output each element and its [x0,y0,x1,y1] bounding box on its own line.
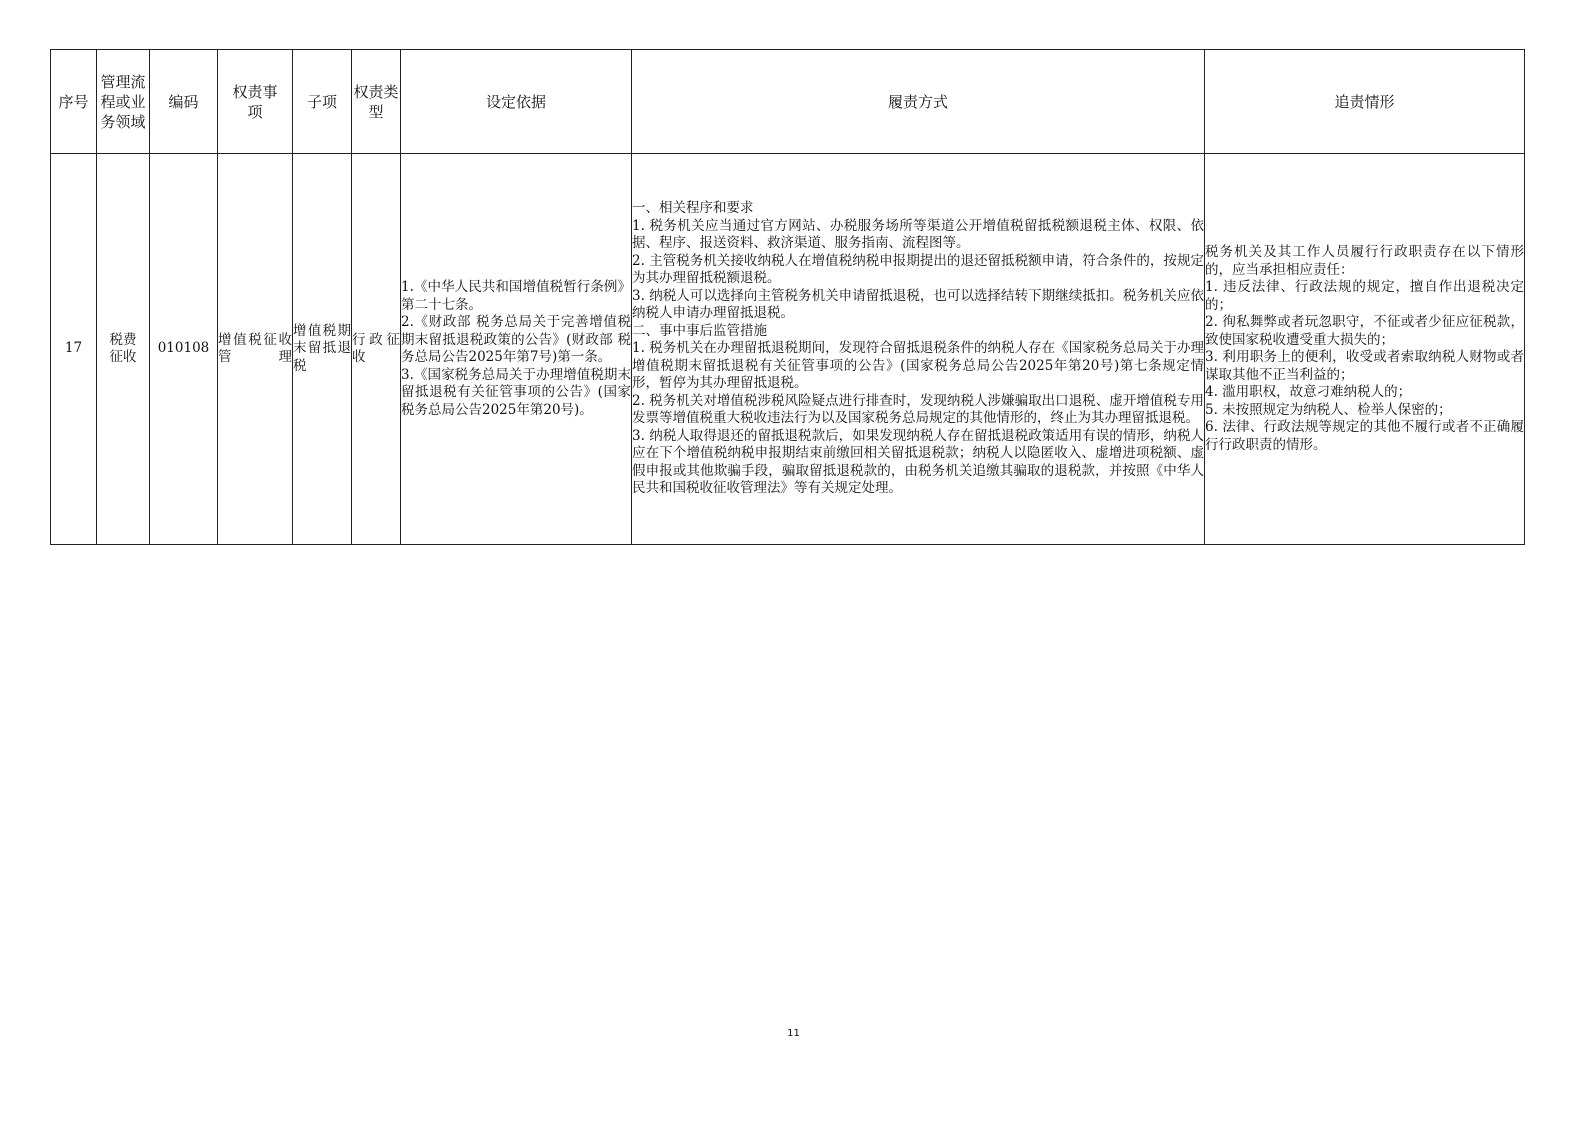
cell-method [632,154,1205,545]
header-subitem: 子项 [293,50,352,154]
liability-line: 4. 滥用职权，故意刁难纳税人的； [1205,384,1412,400]
header-liability: 追责情形 [1205,50,1525,154]
header-basis: 设定依据 [401,50,632,154]
cell-liability [1205,154,1525,545]
header-method: 履责方式 [632,50,1205,154]
liability-intro: 税务机关及其工作人员履行行政职责存在以下情形的，应当承担相应责任： [1205,244,1524,278]
method-line: 2. 税务机关对增值税涉税风险疑点进行排查时，发现纳税人涉嫌骗取出口退税、虚开增值税专用发票等增值税重大税收违法行为以及国家税务总局规定的其他情形的，终止为其办理留抵退税。 [632,392,1204,427]
method-line: 3. 纳税人可以选择向主管税务机关申请留抵退税，也可以选择结转下期继续抵扣。税务机关应依纳税人申请办理留抵退税。 [632,287,1204,322]
cell-domain: 税费征收 [97,154,150,545]
liability-line: 3. 利用职务上的便利，收受或者索取纳税人财物或者谋取其他不正当利益的； [1205,349,1524,383]
page-number: 11 [787,1028,800,1039]
liability-line: 5. 未按照规定为纳税人、检举人保密的； [1205,401,1452,418]
header-code: 编码 [150,50,218,154]
cell-type: 行政征收 [352,154,401,545]
cell-basis [401,154,632,545]
cell-subitem: 增值税期末留抵退税 [293,154,352,545]
header-seq: 序号 [51,50,97,154]
liability-line: 1. 违反法律、行政法规的规定，擅自作出退税决定的； [1205,279,1524,313]
table-row [51,154,1525,545]
liability-line: 2. 徇私舞弊或者玩忽职守，不征或者少征应征税款，致使国家税收遭受重大损失的； [1205,314,1524,348]
method-line: 3. 纳税人取得退还的留抵退税款后，如果发现纳税人存在留抵退税政策适用有误的情形，纳税人应在下个增值税纳税申报期结束前缴回相关留抵退税款；纳税人以隐匿收入、虚增进项税额、虚假申报或其他欺骗手段，骗取留抵退税款的，由税务机关追缴其骗取的退税款，并按照《中华人民共和国税收征收管理法》等有关规定处理。 [632,427,1204,497]
basis-line: 2.《财政部 税务总局关于完善增值税期末留抵退税政策的公告》(财政部 税务总局公告2025年第7号)第一条。 [401,314,631,365]
cell-code: 010108 [150,154,218,545]
method-line: 1. 税务机关应当通过官方网站、办税服务场所等渠道公开增值税留抵税额退税主体、权限、依据、程序、报送资料、救济渠道、服务指南、流程图等。 [632,217,1204,252]
liability-line: 6. 法律、行政法规等规定的其他不履行或者不正确履行行政职责的情形。 [1205,419,1524,453]
method-section-heading: 一、相关程序和要求 [632,200,754,217]
basis-line: 1.《中华人民共和国增值税暂行条例》第二十七条。 [401,279,631,313]
cell-item: 增值税征收管理 [218,154,293,545]
header-row [51,50,1525,154]
cell-seq: 17 [51,154,97,545]
method-section-heading: 二、事中事后监管措施 [632,322,767,339]
basis-line: 3.《国家税务总局关于办理增值税期末留抵退税有关征管事项的公告》(国家税务总局公告2025年第20号)。 [401,366,631,418]
header-domain: 管理流程或业务领域 [97,50,150,154]
method-line: 2. 主管税务机关接收纳税人在增值税纳税申报期提出的退还留抵税额申请，符合条件的，按规定为其办理留抵税额退税。 [632,252,1204,287]
method-line: 1. 税务机关在办理留抵退税期间，发现符合留抵退税条件的纳税人存在《国家税务总局关于办理增值税期末留抵退税有关征管事项的公告》(国家税务总局公告2025年第20号)第七条规定情形，暂停为其办理留抵退税。 [632,340,1204,392]
header-item: 权责事项 [218,50,293,154]
header-type: 权责类型 [352,50,401,154]
duty-table [50,49,1525,545]
